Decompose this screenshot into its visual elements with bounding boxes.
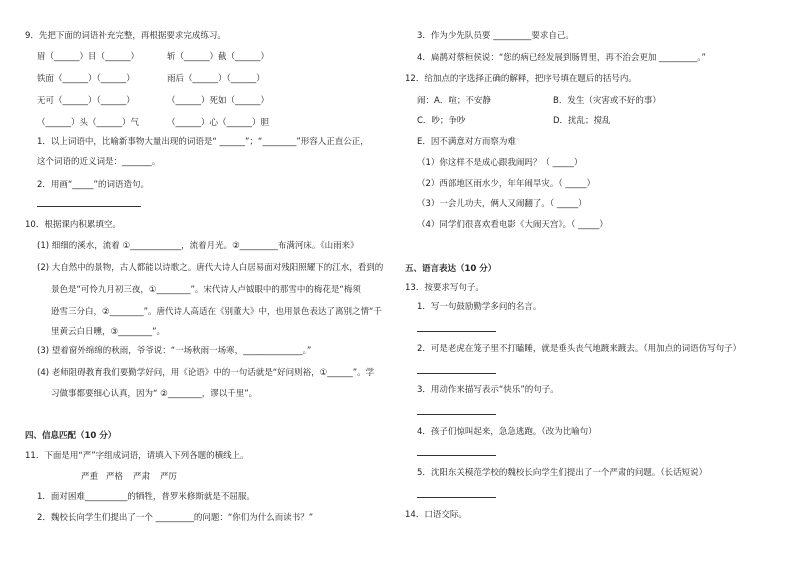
q10-title: 10．根据课内积累填空。 (25, 220, 121, 230)
q13-item-3: 3．用动作来描写表示“快乐”的句子。 (417, 385, 559, 395)
q13-item-4: 4．孩子们惊叫起来，急急逃跑。（改为比喻句） (417, 427, 597, 437)
q9-idiom-5[interactable]: 无可（______）（______） (37, 96, 135, 106)
q12-option-b: B．发生（灾害或不好的事） (553, 96, 661, 106)
q13-answer-line-5[interactable] (417, 497, 496, 498)
q11-word-1: 严重 (81, 472, 99, 482)
q11-sentence-2: 2．魏校长向学生们提出了一个 _________的问题：“你们为什么而读书？” (37, 513, 314, 523)
q9-idiom-1[interactable]: 眉（______）目（______） (37, 52, 140, 62)
q9-sub1-line1: 1．以上词语中，比喻新事物大量出现的词语是“ ______”；“________”形容人正直公正， (37, 137, 369, 147)
q9-idiom-6[interactable]: （______）死如（______） (167, 96, 270, 106)
q10-item-3: (3) 望着窗外绵绵的秋雨，爷爷说：“一场秋雨一场寒，______________。” (37, 346, 312, 356)
q10-item-2-line2: 景色是“可怜九月初三夜，①________”。宋代诗人卢钺眼中的那雪中的梅花是“梅须 (51, 285, 361, 295)
q13-answer-line-2[interactable] (417, 373, 496, 374)
q10-item-4-line2: 习做事都要细心认真，因为“ ②________，谬以千里”。 (51, 389, 258, 399)
q13-title: 13．按要求写句子。 (405, 283, 484, 293)
q9-idiom-3[interactable]: 铁面（______）（______） (37, 74, 135, 84)
q12-sentence-2: （2）西部地区雨水少，年年闹旱灾。（ _____） (417, 179, 596, 189)
q10-item-2-line1: (2) 大自然中的景物，古人都能以诗歌之。唐代大诗人白居易面对残阳照耀下的江水，看到的 (37, 263, 384, 273)
q12-option-a: 闹：A．喧；不安静 (417, 96, 491, 106)
q9-title: 9．先把下面的词语补充完整，再根据要求完成练习。 (25, 31, 226, 41)
right-column (397, 0, 767, 561)
q9-idiom-8[interactable]: （______）心（______）胆 (167, 118, 270, 128)
q9-idiom-4[interactable]: 雨后（______）（______） (167, 74, 265, 84)
q10-item-2-line4: 里黄云白日曛，③________”。 (51, 327, 166, 337)
q14-title: 14．口语交际。 (405, 510, 467, 520)
q13-item-5: 5．沈阳东关模范学校的魏校长向学生们提出了一个严肃的问题。（长话短说） (417, 468, 708, 478)
q13-item-1: 1．写一句鼓励勤学多问的名言。 (417, 302, 542, 312)
section-5-title: 五、语言表达（10 分） (405, 264, 497, 274)
q10-item-1: (1) 细细的溪水，流着 ①____________，流着月光。②_________布满河床。《山雨来》 (37, 241, 359, 251)
q11-word-2: 严格 (106, 472, 124, 482)
left-column (0, 0, 384, 561)
q13-answer-line-4[interactable] (417, 455, 496, 456)
q9-idiom-7[interactable]: （______）头（______）气 (37, 118, 140, 128)
q9-answer-line[interactable] (37, 206, 141, 207)
q10-item-2-line3: 逊雪三分白，②________”。唐代诗人高适在《别董大》中，也用景色表达了离别之情“千 (51, 307, 382, 317)
q10-item-4-line1: (4) 老师阻碍教育我们要勤学好问，用《论语》中的一句话就是“好问则裕，①______”。学 (37, 368, 375, 378)
q12-title: 12．给加点的字选择正确的解释，把序号填在题后的括号内。 (405, 74, 637, 84)
q11-word-4: 严厉 (160, 472, 178, 482)
q12-option-c: C．吵；争吵 (417, 116, 466, 126)
q13-answer-line-3[interactable] (417, 414, 496, 415)
q12-option-d: D．扰乱；搅乱 (553, 116, 611, 126)
q9-sub1-line2: 这个词语的近义词是：_______。 (37, 157, 161, 167)
q12-sentence-1: （1）你这样不是成心跟我闹吗？（ _____） (417, 158, 583, 168)
q9-idiom-2[interactable]: 斩（______）截（______） (167, 52, 270, 62)
q11-sentence-1: 1．面对困难__________的牺牲，普罗米修斯就是不屈服。 (37, 492, 255, 502)
q12-option-e: E．因不满意对方而察为难 (417, 137, 516, 147)
q13-answer-line-1[interactable] (417, 331, 496, 332)
q12-sentence-3: （3）一会儿功夫，俩人又闹翻了。（ _____） (417, 199, 587, 209)
q11-sentence-3: 3．作为少先队员要 _________要求自己。 (417, 31, 574, 41)
section-4-title: 四、信息匹配（10 分） (25, 431, 117, 441)
q12-sentence-4: （4）同学们很喜欢看电影《大闹天宫》。（ _____） (417, 220, 608, 230)
q11-sentence-4: 4．扁鹊对蔡桓侯说：“您的病已经发展到肠胃里，再不治会更加 _________。” (417, 53, 706, 63)
q9-sub2: 2．用画“_____”的词语造句。 (37, 180, 149, 190)
q13-item-2: 2．可是老虎在笼子里不打瞌睡，就是垂头丧气地踱来踱去。（用加点的词语仿写句子） (417, 344, 742, 354)
q11-word-3: 严肃 (133, 472, 151, 482)
q11-title: 11．下面是用“严”字组成词语，请填入下列各题的横线上。 (25, 451, 249, 461)
